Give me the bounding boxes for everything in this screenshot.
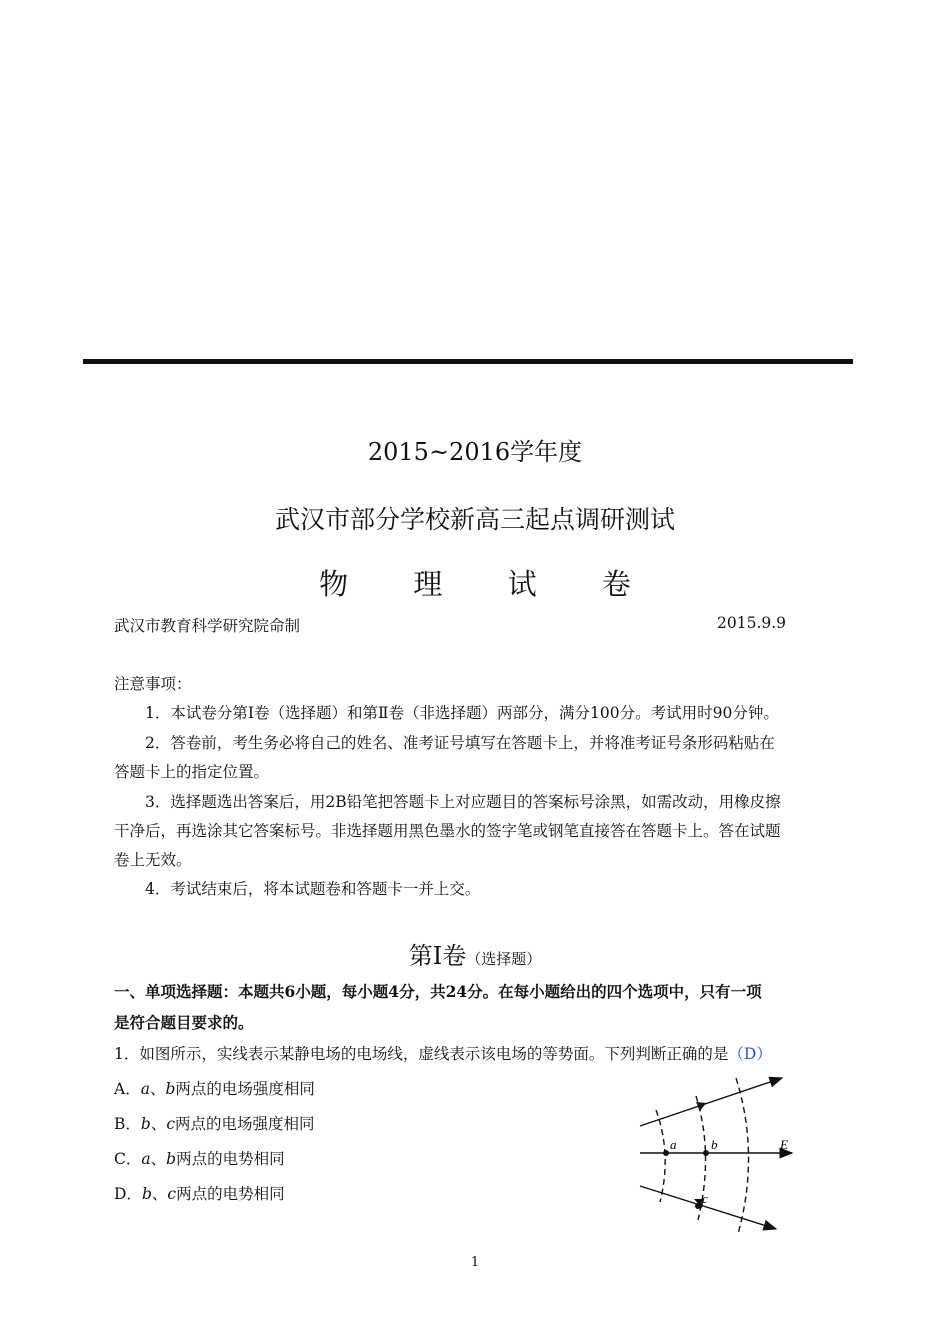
- note-item-2-line2: 答题卡上的指定位置。: [114, 763, 270, 781]
- option-d-point1: b: [141, 1185, 152, 1203]
- option-d-label: D．: [114, 1185, 142, 1203]
- note-item-2-line1: 2．答卷前，考生务必将自己的姓名、准考证号填写在答题卡上，并将准考证号条形码粘贴在: [145, 734, 775, 752]
- section-instruction-line1: 一、单项选择题：本题共6小题，每小题4分，共24分。在每小题给出的四个选项中，只有一项: [114, 982, 762, 1001]
- label-E: E: [780, 1137, 788, 1152]
- option-b-point1: b: [140, 1115, 151, 1133]
- exam-title: 武汉市部分学校新高三起点调研测试: [274, 505, 675, 534]
- question-1-answer: D: [743, 1045, 757, 1063]
- section-instruction-line2: 是符合题目要求的。: [114, 1013, 254, 1032]
- option-a-label: A．: [114, 1080, 141, 1098]
- option-d-point2: c: [167, 1185, 177, 1203]
- equipotential-line-1: [656, 1110, 665, 1202]
- point-c: [695, 1203, 701, 1209]
- section-title-main: 第Ⅰ卷: [408, 942, 467, 970]
- option-a-point2: b: [165, 1080, 176, 1098]
- note-item-1: 1．本试卷分第Ⅰ卷（选择题）和第Ⅱ卷（非选择题）两部分，满分100分。考试用时90分钟。: [145, 704, 779, 722]
- electric-field-diagram: [632, 1072, 800, 1237]
- exam-date: 2015.9.9: [717, 614, 787, 632]
- question-1-text: 1．如图所示，实线表示某静电场的电场线，虚线表示该电场的等势面。下列判断正确的是: [114, 1045, 729, 1063]
- label-b: b: [711, 1137, 718, 1152]
- option-c-text: 两点的电势相同: [176, 1150, 285, 1168]
- option-c-sep: 、: [150, 1150, 167, 1168]
- label-c: c: [702, 1191, 708, 1206]
- option-a[interactable]: [114, 1077, 315, 1099]
- page-number: 1: [470, 1255, 480, 1270]
- option-b-point2: c: [166, 1115, 176, 1133]
- note-item-4: 4．考试结束后，将本试题卷和答题卡一并上交。: [145, 880, 481, 898]
- section-title-sub: （选择题）: [466, 950, 542, 968]
- notes-title: 注意事项：: [114, 675, 192, 693]
- option-c-label: C．: [114, 1150, 142, 1168]
- option-c[interactable]: [114, 1147, 285, 1169]
- note-item-3-line3: 卷上无效。: [114, 851, 192, 869]
- note-item-3-line1: 3．选择题选出答案后，用2B铅笔把答题卡上对应题目的答案标号涂黑，如需改动，用橡皮擦: [145, 793, 781, 811]
- option-d[interactable]: [114, 1182, 285, 1204]
- option-b[interactable]: [114, 1112, 315, 1134]
- option-a-point1: a: [140, 1080, 150, 1098]
- option-b-label: B．: [114, 1115, 141, 1133]
- point-a: [663, 1150, 669, 1156]
- question-1-stem: [114, 1042, 772, 1064]
- equipotential-line-3: [736, 1078, 749, 1234]
- subject-title: 物 理 试 卷: [319, 567, 659, 601]
- option-b-text: 两点的电场强度相同: [175, 1115, 315, 1133]
- option-c-point1: a: [141, 1150, 151, 1168]
- answer-close-paren: ）: [756, 1045, 772, 1063]
- field-line-lower: [640, 1186, 776, 1229]
- point-b: [703, 1150, 709, 1156]
- top-rule: [83, 359, 853, 364]
- note-item-3-line2: 干净后，再选涂其它答案标号。非选择题用黑色墨水的签字笔或钢笔直接答在答题卡上。答在试题: [114, 822, 781, 840]
- option-a-text: 两点的电场强度相同: [175, 1080, 315, 1098]
- field-line-upper: [640, 1078, 782, 1126]
- option-c-point2: b: [166, 1150, 177, 1168]
- option-d-text: 两点的电势相同: [176, 1185, 285, 1203]
- option-d-sep: 、: [151, 1185, 168, 1203]
- label-a: a: [670, 1137, 677, 1152]
- section-title: [0, 936, 950, 971]
- answer-open-paren: （: [728, 1045, 744, 1063]
- option-a-sep: 、: [149, 1080, 166, 1098]
- school-year: 2015~2016学年度: [367, 438, 583, 466]
- institute: 武汉市教育科学研究院命制: [114, 617, 301, 635]
- option-b-sep: 、: [150, 1115, 167, 1133]
